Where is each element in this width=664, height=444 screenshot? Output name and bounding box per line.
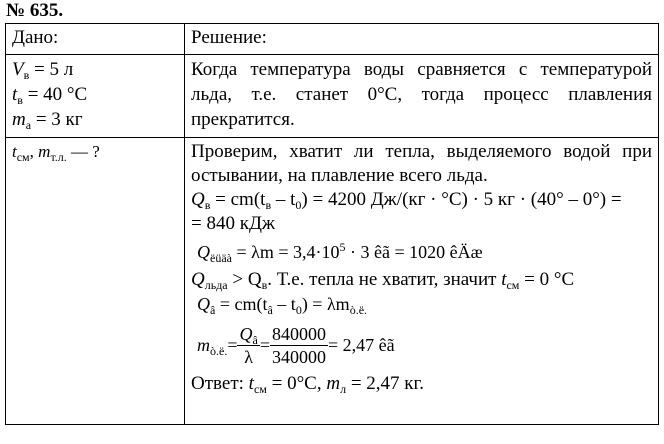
formula-heat-water: $Q_в = cm(t_в - t_0) = 4200$ Дж/(кг · °C) · 5 кг · (40° – 0°) =	[191, 189, 622, 212]
find-values: $t_{см}$, $m_{т.л.}$ — ?	[6, 138, 185, 425]
solution-line: Проверим, хватит ли тепла, выделяемого водой при остывании, на плавление всего льда.	[191, 141, 652, 186]
formula-heat-ice: $Q_{ëüäà} = \lambda m = 3,4\cdot 10^5 \cdot 3$ êã = 1020 êÄæ	[197, 240, 483, 265]
mass-symbol: $m_{ò.ë.}$	[197, 335, 228, 358]
comparison-line: $Q_{льда} > Q_в$. Т.е. тепла не хватит, значит $t_{см} = 0$ °C	[191, 269, 575, 292]
problem-number: № 635.	[6, 0, 64, 21]
solution-line: = 840 кДж	[191, 213, 276, 234]
given-header: Дано:	[6, 24, 185, 55]
solution-intro: Когда температура воды сравняется с температурой льда, т.е. станет 0°C, тогда процесс плавления прекратится.	[185, 55, 659, 138]
solution-table	[5, 23, 659, 425]
solution-body	[185, 138, 659, 425]
formula-mass: $m_{ò.ë.}$ = $\frac{Q_â}{\lambda}$ = $\frac{840000}{340000}$ = 2,47 êã	[197, 323, 395, 367]
formula-balance: $Q_â = cm(t_â - t_0) = \lambda m_{ò.ë.}$	[197, 294, 368, 317]
given-row	[6, 55, 659, 138]
given-values: $V_в = 5$ л $t_в = 40$ °C $m_а = 3$ кг	[6, 55, 185, 138]
find-row	[6, 138, 659, 425]
answer-line: Ответ: $t_{см} = 0^\circ C$, $m_л = 2,47$ кг.	[191, 373, 424, 396]
header-row	[6, 24, 659, 55]
solution-header: Решение:	[185, 24, 659, 55]
